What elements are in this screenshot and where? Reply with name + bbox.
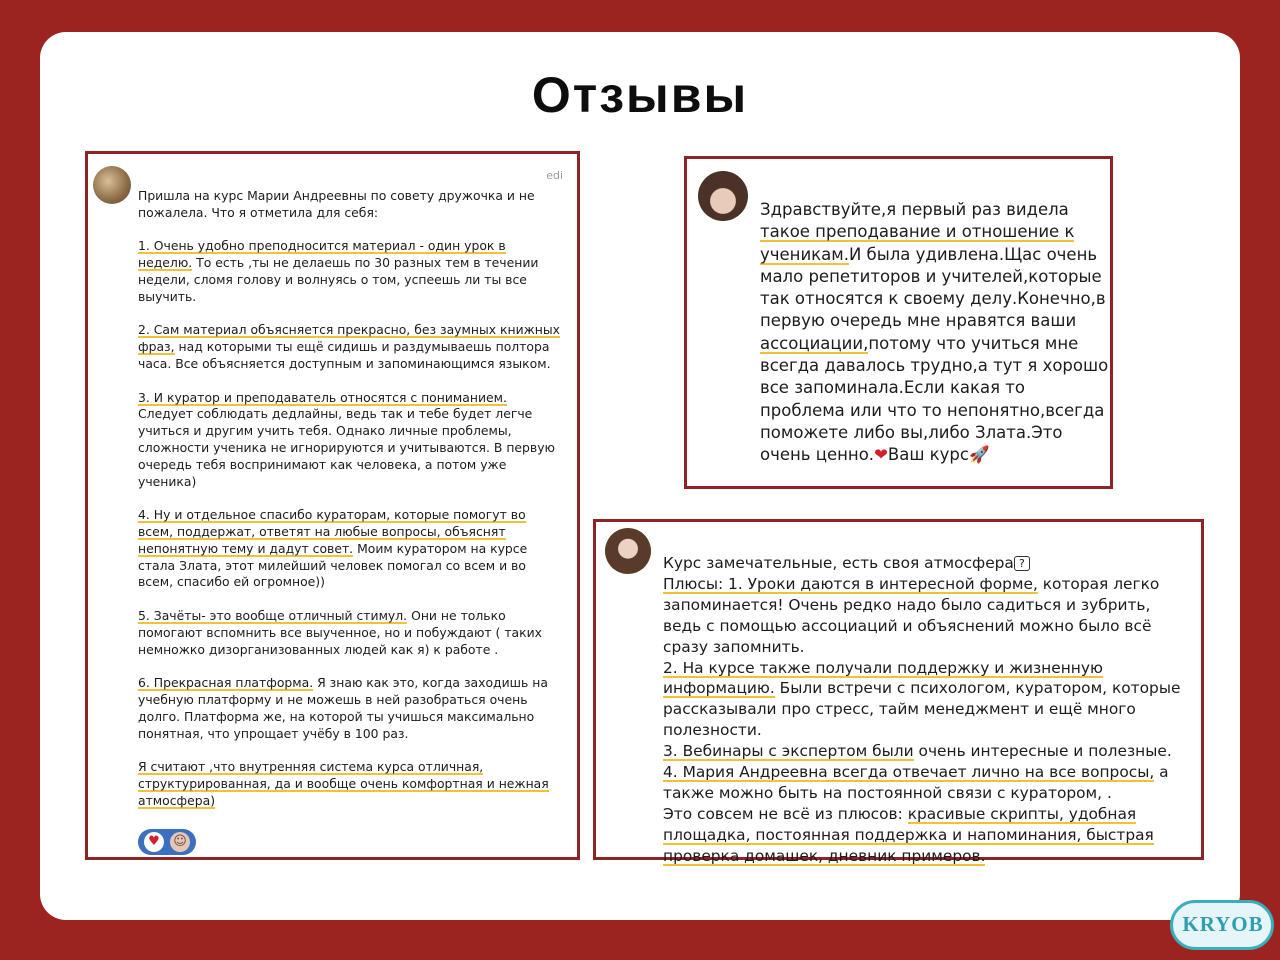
- review-point-1-rest: То есть ,ты не делаешь по 30 разных тем в течении недели, сломя голову и волнуясь о том, успеешь ли ты все выучить.: [138, 255, 539, 304]
- highlighted-phrase: 3. И куратор и преподаватель относятся с пониманием.: [138, 389, 507, 405]
- highlighted-phrase: красивые скрипты, удобная площадка, постоянная поддержка и напоминания, быстрая проверка домашек, дневник примеров.: [663, 804, 1154, 865]
- review-point-4-rest: Моим куратором на курсе стала Злата, этот милейший человек помогал со всем и во всем, спасибо ей огромное)): [138, 540, 528, 590]
- review-line: [663, 804, 1193, 867]
- review-text-part: Курс замечательные, есть своя атмосфера: [663, 554, 1014, 572]
- review-point-3: [138, 390, 563, 491]
- review-conclusion: [138, 759, 563, 809]
- review-text-part: которая легко запоминается! Очень редко надо было садиться и зубрить, ведь с помощью ассоциаций и объяснений можно было всё сразу запомнить.: [663, 574, 1160, 656]
- highlighted-phrase: ассоциации,: [760, 333, 869, 353]
- highlighted-phrase: 4. Мария Андреевна всегда отвечает лично на все вопросы,: [663, 763, 1155, 782]
- highlighted-phrase: 2. На курсе также получали поддержку и жизненную информацию.: [663, 658, 1103, 698]
- highlighted-phrase: 3. Вебинары с экспертом были: [663, 742, 914, 761]
- review-card-3: [593, 519, 1204, 865]
- review-text-part: а также можно быть на постоянной связи с куратором, .: [663, 763, 1169, 802]
- review-point-2: [138, 322, 563, 372]
- heart-icon: ♥: [144, 832, 164, 852]
- avatar-reaction-icon: ☺: [170, 832, 190, 852]
- review-text: [138, 188, 563, 809]
- review-line: [663, 658, 1193, 742]
- review-point-2-rest: над которыми ты ещё сидишь и раздумываешь полтора часа. Все объясняется доступным и запоминающимся языком.: [138, 339, 551, 371]
- review-card-1: [85, 151, 580, 860]
- review-text-part: Это совсем не всё из плюсов:: [663, 804, 908, 823]
- review-point-4: [138, 507, 563, 591]
- review-point-1: [138, 238, 563, 305]
- review-line: [663, 762, 1193, 804]
- review-card-2: [684, 156, 1113, 489]
- reviewer-avatar: [93, 166, 131, 204]
- highlighted-phrase: Плюсы: 1. Уроки даются в интересной форме,: [663, 574, 1038, 593]
- review-line: [663, 574, 1193, 658]
- heart-icon: ❤: [874, 445, 888, 465]
- highlighted-phrase: такое преподавание и отношение к ученикам.: [760, 222, 1075, 264]
- question-mark-icon: ?: [1014, 556, 1030, 571]
- review-text-part: Здравствуйте,я первый раз видела: [760, 200, 1069, 219]
- reviewer-avatar: [605, 528, 651, 574]
- review-intro: Пришла на курс Марии Андреевны по совету дружочка и не пожалела. Что я отметила для себя:: [138, 188, 535, 220]
- review-text-part: Ваш курс: [887, 445, 969, 465]
- review-text-part: И была удивлена.Щас очень мало репетиторов и учителей,которые так относятся к своему делу.Конечно,в первую очередь мне нравятся ваши: [760, 244, 1106, 331]
- highlighted-phrase: 2. Сам материал объясняется прекрасно, без заумных книжных фраз,: [138, 322, 561, 355]
- review-text: [760, 199, 1110, 467]
- review-line: [663, 553, 1193, 574]
- rocket-icon: 🚀: [968, 445, 990, 465]
- highlighted-phrase: 5. Зачёты- это вообще отличный стимул.: [138, 607, 408, 623]
- review-point-6-rest: Я знаю как это, когда заходишь на учебную платформу и не можешь в ней разобраться очень долго. Платформа же, на которой ты учишься максимально понятная, что упрощает учёбу в 100 раз.: [138, 675, 548, 741]
- review-point-6: [138, 675, 563, 742]
- review-text-part: Были встречи с психологом, куратором, которые рассказывали про стресс, тайм менеджмент и ещё много полезности.: [663, 679, 1181, 740]
- highlighted-phrase: 1. Очень удобно преподносится материал - один урок в неделю.: [138, 238, 506, 271]
- review-point-3-rest: Следует соблюдать дедлайны, ведь так и тебе будет легче учиться и другим учить тебя. Однако личные проблемы, сложности ученика не игнорируются и учитываются. В первую очередь тебя воспринимают как человека, а потом уже ученика): [138, 406, 555, 489]
- review-text-part: потому что учиться мне всегда давалось трудно,а тут я хорошо все запоминала.Если какая то проблема или что то непонятно,всегда поможете либо вы,либо Злата.Это очень ценно.: [760, 333, 1109, 465]
- review-point-5-rest: Они не только помогают вспомнить все выученное, но и побуждают ( таких немножко дизорганизованных людей как я) к работе .: [138, 607, 543, 657]
- reactions-badge[interactable]: [138, 829, 196, 855]
- reviewer-avatar: [698, 171, 748, 221]
- logo-text: KRYOB: [1182, 912, 1264, 936]
- brand-logo: [1168, 890, 1278, 956]
- review-text-part: очень интересные и полезные.: [913, 742, 1172, 761]
- highlighted-phrase: 6. Прекрасная платформа.: [138, 675, 314, 691]
- review-point-5: [138, 608, 563, 658]
- review-text: [663, 553, 1193, 867]
- page-title: Отзывы: [531, 67, 749, 123]
- highlighted-phrase: Я считают ,что внутренняя система курса отличная, структурированная, да и вообще очень комфортная и нежная атмосфера): [138, 759, 549, 808]
- highlighted-phrase: 4. Ну и отдельное спасибо кураторам, которые помогут во всем, поддержат, ответят на любые вопросы, объяснят непонятную тему и дадут совет.: [138, 507, 526, 556]
- review-line: [663, 741, 1193, 762]
- edit-mark: edi: [546, 169, 563, 182]
